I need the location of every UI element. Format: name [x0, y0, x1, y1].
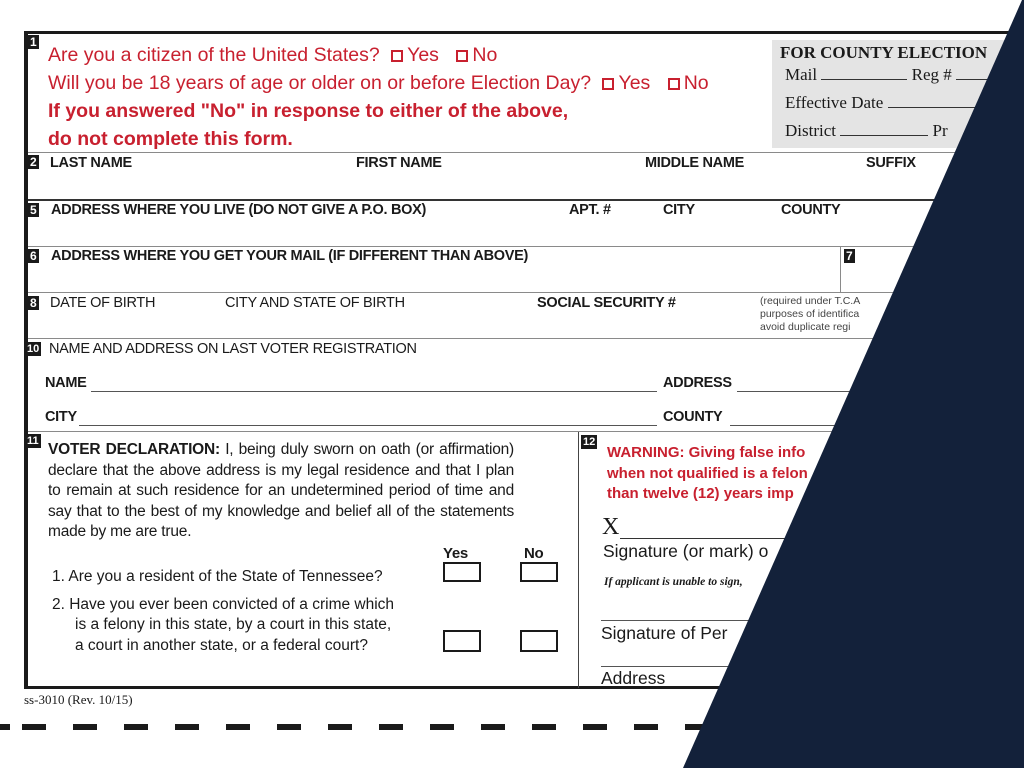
- district-field[interactable]: [840, 121, 928, 136]
- last-registration-title: NAME AND ADDRESS ON LAST VOTER REGISTRATION: [49, 341, 417, 357]
- no-column-label: No: [524, 545, 544, 562]
- divider: [28, 199, 1024, 201]
- prev-name-label: NAME: [45, 375, 87, 391]
- effective-date-label: Effective Date: [785, 93, 884, 112]
- tn-resident-yes-box[interactable]: [443, 562, 481, 582]
- precinct-label: Pr: [932, 121, 948, 140]
- age-no-label: No: [683, 72, 709, 94]
- tn-resident-no-box[interactable]: [520, 562, 558, 582]
- county-effective-date-row: [785, 93, 988, 113]
- age-yes-checkbox[interactable]: [602, 78, 614, 90]
- ssn-note-line3: avoid duplicate regi: [760, 321, 851, 333]
- residence-address-label: ADDRESS WHERE YOU LIVE (DO NOT GIVE A P.O. BOX): [51, 202, 427, 218]
- age-question: [48, 69, 709, 97]
- mail-label: Mail: [785, 65, 818, 84]
- felony-yes-box[interactable]: [443, 630, 481, 652]
- form-id: ss-3010 (Rev. 10/15): [24, 692, 133, 707]
- section-number-12: 12: [583, 436, 596, 448]
- warning-line3: than twelve (12) years imp: [607, 485, 794, 502]
- section-number-2: 2: [30, 155, 37, 169]
- question-tn-resident: 1. Are you a resident of the State of Tennessee?: [52, 568, 383, 585]
- reg-label: Reg #: [911, 65, 952, 84]
- divider: [28, 292, 1024, 293]
- yes-column-label: Yes: [443, 545, 468, 562]
- residence-address-field[interactable]: [48, 220, 1008, 244]
- apt-label: APT. #: [569, 202, 611, 218]
- warning-line2: when not qualified is a felon: [607, 464, 808, 482]
- divider: [840, 247, 841, 293]
- signature-x-mark: X: [602, 514, 620, 540]
- declaration-heading: VOTER DECLARATION:: [48, 441, 220, 458]
- ssn-label: SOCIAL SECURITY #: [537, 295, 676, 311]
- section-number-5: 5: [30, 203, 37, 217]
- first-name-label: FIRST NAME: [356, 155, 442, 171]
- felony-no-box[interactable]: [520, 630, 558, 652]
- county-box-title: FOR COUNTY ELECTION: [780, 43, 988, 62]
- warning-line1: WARNING: Giving false info: [607, 444, 806, 461]
- signature-label: Signature (or mark) o: [603, 541, 769, 561]
- prev-city-field[interactable]: [79, 425, 657, 426]
- eligibility-notice-line1: If you answered "No" in response to either of the above,: [48, 100, 569, 122]
- last-name-label: LAST NAME: [50, 155, 132, 171]
- question-felony-line2: is a felony in this state, by a court in this state,: [75, 616, 392, 633]
- prev-address-label: ADDRESS: [663, 375, 732, 391]
- citizen-no-label: No: [472, 44, 498, 66]
- mailing-address-field[interactable]: [48, 266, 838, 290]
- section-number-7: 7: [846, 249, 853, 263]
- dob-label: DATE OF BIRTH: [50, 295, 156, 311]
- name-fields-row[interactable]: [48, 172, 1008, 196]
- age-question-text: Will you be 18 years of age or older on or before Election Day?: [48, 72, 592, 94]
- section-number-8: 8: [30, 296, 37, 310]
- section-number-6: 6: [30, 249, 37, 263]
- citizen-question-text: Are you a citizen of the United States?: [48, 44, 380, 66]
- birth-ssn-fields-row[interactable]: [48, 312, 748, 336]
- divider: [28, 246, 1024, 247]
- section-number-1: 1: [30, 35, 37, 49]
- section-number-11: 11: [27, 435, 39, 447]
- effective-date-field[interactable]: [888, 93, 988, 108]
- citizen-yes-checkbox[interactable]: [391, 50, 403, 62]
- citizen-no-checkbox[interactable]: [456, 50, 468, 62]
- mail-field[interactable]: [821, 65, 907, 80]
- prev-city-label: CITY: [45, 409, 77, 425]
- divider: [28, 152, 1024, 153]
- ssn-note-line2: purposes of identifica: [760, 308, 860, 320]
- citizen-yes-label: Yes: [407, 44, 439, 66]
- prev-county-label: COUNTY: [663, 409, 723, 425]
- city-label: CITY: [663, 202, 695, 218]
- declaration-body: I, being duly sworn on oath (or affirmation) declare that the above address is my legal residence and that I plan to remain at such residence for an undetermined period of time and say that to the best of my knowledge and belief all of the statements made by me are true.: [48, 441, 514, 540]
- witness-signature-label: Signature of Per: [601, 623, 728, 643]
- citizen-question: [48, 41, 497, 69]
- mailing-address-label: ADDRESS WHERE YOU GET YOUR MAIL (IF DIFFERENT THAN ABOVE): [51, 248, 528, 264]
- eligibility-notice-line2: do not complete this form.: [48, 128, 293, 150]
- prev-name-field[interactable]: [91, 391, 657, 392]
- birthplace-label: CITY AND STATE OF BIRTH: [225, 295, 405, 311]
- age-no-checkbox[interactable]: [668, 78, 680, 90]
- witness-address-label: Address: [601, 668, 666, 688]
- age-yes-label: Yes: [618, 72, 651, 94]
- question-felony-line3: a court in another state, or a federal court?: [75, 637, 368, 654]
- county-mail-row: [785, 65, 996, 85]
- county-district-row: [785, 121, 948, 141]
- divider: [578, 432, 579, 688]
- question-felony-line1: 2. Have you ever been convicted of a crime which: [52, 596, 395, 613]
- ssn-note-line1: (required under T.C.A: [760, 295, 861, 307]
- district-label: District: [785, 121, 836, 140]
- unable-to-sign-note: If applicant is unable to sign,: [604, 576, 743, 588]
- section-number-10: 10: [27, 343, 40, 355]
- voter-declaration: [48, 440, 514, 543]
- middle-name-label: MIDDLE NAME: [645, 155, 745, 171]
- warning-text: [607, 443, 808, 505]
- suffix-label: SUFFIX: [866, 155, 916, 171]
- county-label: COUNTY: [781, 202, 841, 218]
